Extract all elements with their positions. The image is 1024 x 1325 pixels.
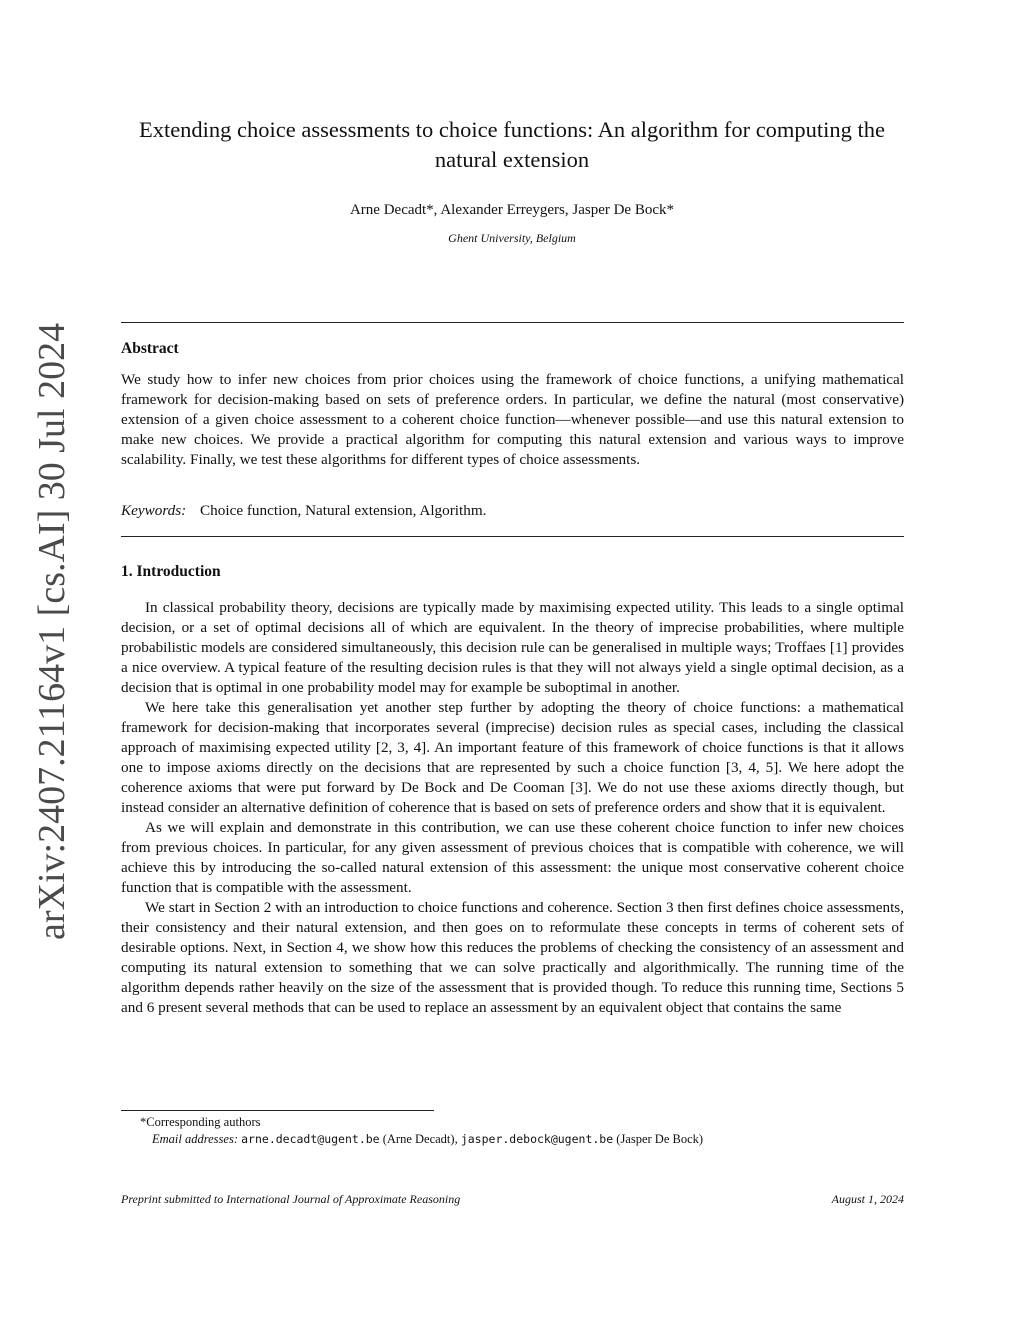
abstract-bottom-rule (121, 536, 904, 537)
keywords-text: Choice function, Natural extension, Algorithm. (200, 502, 487, 519)
footnote-corresponding: *Corresponding authors (140, 1115, 261, 1129)
footnote-emails (152, 1131, 703, 1148)
abstract-text (121, 370, 904, 470)
email-link-debock[interactable]: jasper.debock@ugent.be (460, 1132, 614, 1146)
arxiv-identifier: arXiv:2407.21164v1 [cs.AI] 30 Jul 2024 (31, 322, 73, 940)
footnote-rule (121, 1110, 434, 1111)
paragraph: We start in Section 2 with an introduction to choice functions and coherence. Section 3 then first defines choice assessments, their consistency and their natural extension, and then goes on to reformulate these concepts in terms of coherent sets of desirable options. Next, in Section 4, we show how this reduces the problems of checking the consistency of an assessment and computing its natural extension to something that we can solve practically and algorithmically. The running time of the algorithm depends rather heavily on the size of the assessment that is provided though. To reduce this running time, Sections 5 and 6 present several methods that can be used to replace an assessment by an equivalent object that contains the same (121, 899, 904, 1016)
keywords-label: Keywords: (121, 502, 187, 519)
keywords (121, 502, 486, 520)
submission-date: August 1, 2024 (831, 1192, 904, 1206)
affiliation: Ghent University, Belgium (448, 231, 576, 245)
preprint-note: Preprint submitted to International Journal of Approximate Reasoning (121, 1192, 461, 1206)
email-label: Email addresses: (152, 1132, 238, 1146)
section-heading-introduction: 1. Introduction (121, 563, 221, 580)
email-link-decadt[interactable]: arne.decadt@ugent.be (241, 1132, 380, 1146)
paper-title: Extending choice assessments to choice functions: An algorithm for computing the natural extension (138, 117, 886, 172)
abstract-heading: Abstract (121, 340, 179, 357)
paragraph: We here take this generalisation yet another step further by adopting the theory of choice functions: a mathematical framework for decision-making that incorporates several (imprecise) decision rules as special cases, including the classical approach of maximising expected utility [2, 3, 4]. An important feature of this framework of choice functions is that it allows one to impose axioms directly on the decisions that are represented by such a choice function [3, 4, 5]. We here adopt the coherence axioms that were put forward by De Bock and De Cooman [3]. We do not use these axioms directly though, but instead consider an alternative definition of coherence that is based on sets of preference orders and show that it is equivalent. (121, 699, 904, 816)
introduction-body (121, 598, 904, 1018)
email-name-debock: (Jasper De Bock) (616, 1132, 704, 1146)
abstract-top-rule (121, 322, 904, 323)
paragraph: In classical probability theory, decisions are typically made by maximising expected utility. This leads to a single optimal decision, or a set of optimal decisions all of which are equivalent. In the theory of imprecise probabilities, where multiple probabilistic models are considered simultaneously, this decision rule can be generalised in multiple ways; Troffaes [1] provides a nice overview. A typical feature of the resulting decision rules is that they will not always yield a single optimal decision, as a decision that is optimal in one probability model may for example be suboptimal in another. (121, 599, 904, 696)
abstract-paragraph: We study how to infer new choices from prior choices using the framework of choice functions, a unifying mathematical framework for decision-making based on sets of preference orders. In particular, we define the natural (most conservative) extension of a given choice assessment to a coherent choice function—whenever possible—and use this natural extension to make new choices. We provide a practical algorithm for computing this natural extension and various ways to improve scalability. Finally, we test these algorithms for different types of choice assessments. (121, 371, 904, 468)
paragraph: As we will explain and demonstrate in this contribution, we can use these coherent choice function to infer new choices from previous choices. In particular, for any given assessment of previous choices that is compatible with coherence, we will achieve this by introducing the so-called natural extension of this assessment: the unique most conservative coherent choice function that is compatible with the assessment. (121, 819, 904, 896)
author-list: Arne Decadt*, Alexander Erreygers, Jasper De Bock* (349, 202, 675, 218)
email-name-decadt: (Arne Decadt), (382, 1132, 458, 1146)
